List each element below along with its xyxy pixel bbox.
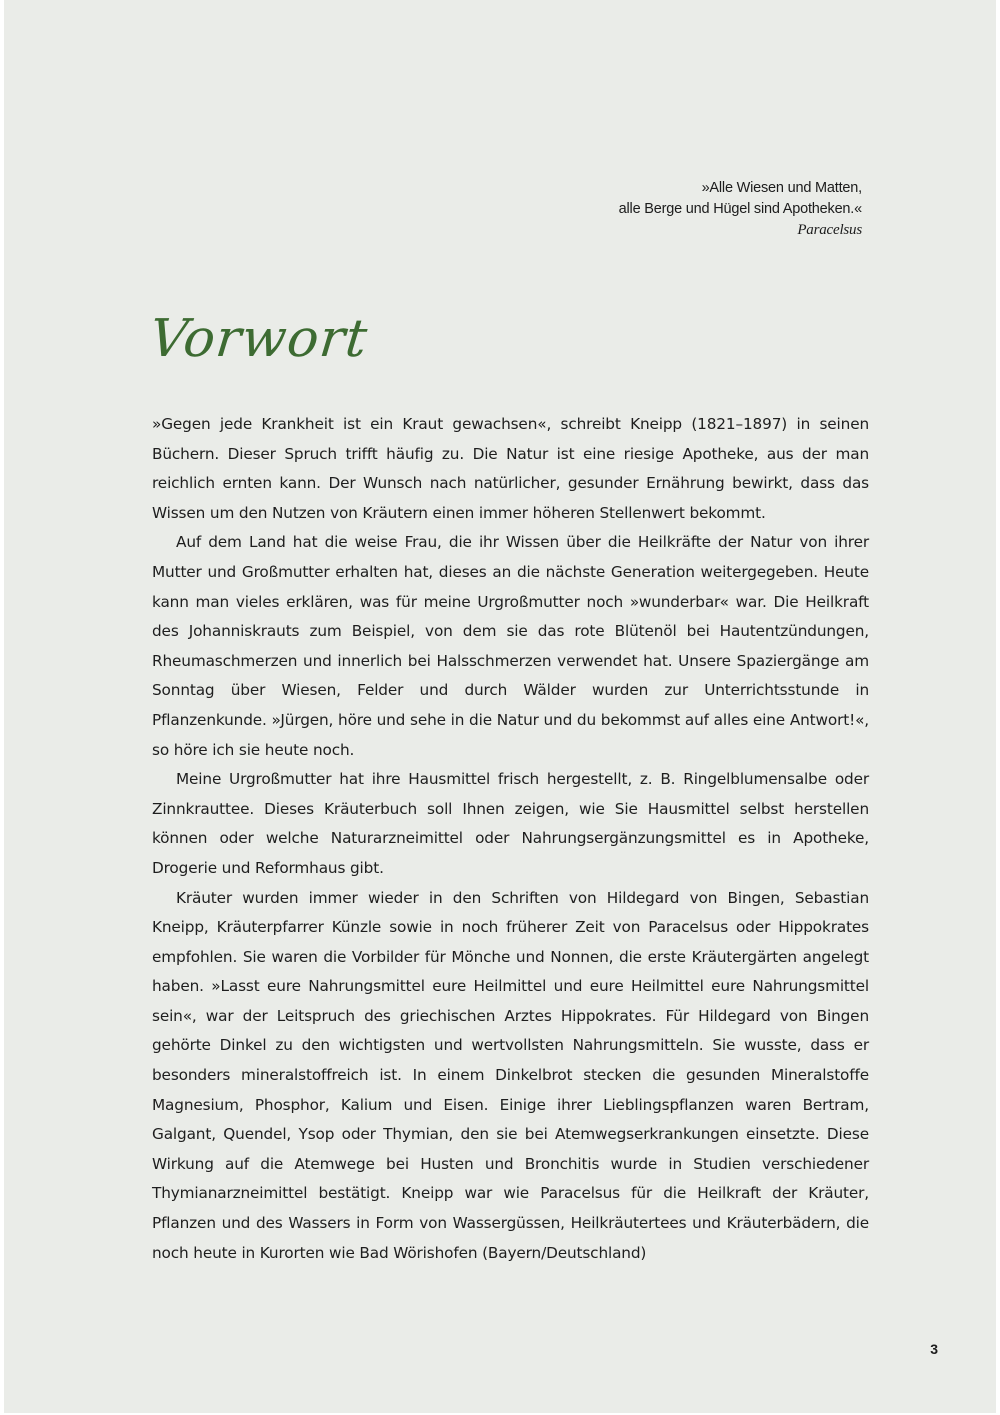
epigraph-line-1: »Alle Wiesen und Matten, [701, 180, 862, 196]
paragraph-4: Kräuter wurden immer wieder in den Schriften von Hildegard von Bingen, Sebastian Kneipp, Kräuterpfarrer Künzle sowie in noch früherer Zeit von Paracelsus oder Hippokrates empfohlen. Sie waren die Vorbilder für Mönche und Nonnen, die erste Kräutergärten angelegt haben. »Lasst eure Nahrungsmittel eure Heilmittel und eure Heilmittel eure Nahrungsmittel sein«, war der Leitspruch des griechischen Arztes Hippokrates. Für Hildegard von Bingen gehörte Dinkel zu den wichtigsten und wertvollsten Nahrungsmitteln. Sie wusste, dass er besonders mineralstoffreich ist. In einem Dinkelbrot stecken die gesunden Mineralstoffe Magnesium, Phosphor, Kalium und Eisen. Einige ihrer Lieblingspflanzen waren Bertram, Galgant, Quendel, Ysop oder Thymian, den sie bei Atemwegserkrankungen einsetzte. Diese Wirkung auf die Atemwege bei Husten und Bronchitis wurde in Studien verschiedener Thymianarzneimittel bestätigt. Kneipp war wie Paracelsus für die Heilkraft der Kräuter, Pflanzen und des Wassers in Form von Wassergüssen, Heilkräutertees und Kräuterbädern, die noch heute in Kurorten wie Bad Wörishofen (Bayern/Deutschland) [152, 888, 869, 1262]
paragraph-2: Auf dem Land hat die weise Frau, die ihr Wissen über die Heilkräfte der Natur von ihrer Mutter und Großmutter erhalten hat, dieses an die nächste Generation weitergegeben. Heute kann man vieles erklären, was für meine Urgroßmutter noch »wunderbar« war. Die Heilkraft des Johanniskrauts zum Beispiel, von dem sie das rote Blütenöl bei Hautentzündungen, Rheumaschmerzen und innerlich bei Halsschmerzen verwendet hat. Unsere Spaziergänge am Sonntag über Wiesen, Felder und durch Wälder wurden zur Unterrichtsstunde in Pflanzenkunde. »Jürgen, höre und sehe in die Natur und du bekommst auf alles eine Antwort!«, so höre ich sie heute noch. [152, 533, 869, 759]
body-text [152, 410, 869, 1268]
epigraph [619, 178, 862, 241]
book-page [4, 0, 996, 1413]
epigraph-line-2: alle Berge und Hügel sind Apotheken.« [618, 201, 862, 217]
epigraph-author: Paracelsus [797, 222, 862, 238]
paragraph-1: »Gegen jede Krankheit ist ein Kraut gewachsen«, schreibt Kneipp (1821–1897) in seinen Büchern. Dieser Spruch trifft häufig zu. Die Natur ist eine riesige Apotheke, aus der man reichlich ernten kann. Der Wunsch nach natürlicher, gesunder Ernährung bewirkt, dass das Wissen um den Nutzen von Kräutern einen immer höheren Stellenwert bekommt. [152, 415, 869, 522]
paragraph-3: Meine Urgroßmutter hat ihre Hausmittel frisch hergestellt, z. B. Ringelblumensalbe oder Zinnkrauttee. Dieses Kräuterbuch soll Ihnen zeigen, wie Sie Hausmittel selbst herstellen können oder welche Naturarzneimittel oder Nahrungsergänzungsmittel es in Apotheke, Drogerie und Reformhaus gibt. [152, 770, 869, 877]
chapter-heading: Vorwort [146, 309, 371, 369]
page-number: 3 [930, 1341, 938, 1357]
